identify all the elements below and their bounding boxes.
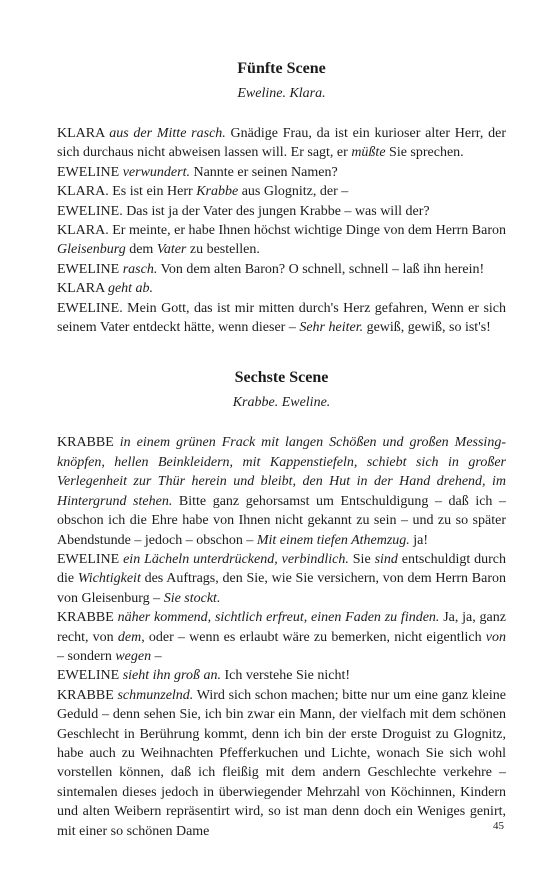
stage-direction: Gleisenburg [57, 242, 126, 258]
scene-five-title: Fünfte Scene [237, 60, 326, 77]
dialogue-text: EWELINE [57, 261, 123, 277]
scene-six-text [57, 433, 506, 841]
stage-direction: Krabbe [196, 184, 239, 200]
dialogue-text: aus Glognitz, der – [238, 184, 349, 200]
dialogue-text: KRABBE [57, 687, 118, 703]
dialogue-text: Von dem alten Baron? O schnell, schnell – laß ihn herein! [157, 261, 485, 277]
dialogue-paragraph [57, 163, 506, 182]
dialogue-paragraph [57, 666, 506, 685]
dialogue-paragraph [57, 279, 506, 298]
scene-five-cast: Eweline. Klara. [237, 86, 326, 101]
dialogue-text: KRABBE [57, 610, 118, 626]
scene-six-cast: Krabbe. Eweline. [232, 395, 331, 411]
dialogue-text: entschuldigt durch die [57, 551, 507, 587]
stage-direction: Mit einem tiefen Athemzug. [256, 532, 410, 548]
stage-direction: sieht ihn groß an. [122, 668, 221, 684]
dialogue-text: EWELINE [57, 668, 123, 684]
dialogue-text: KLARA [57, 126, 110, 141]
dialogue-text: KLARA [57, 281, 108, 297]
stage-direction: verwundert. [122, 164, 190, 180]
dialogue-text: KLARA. Er meinte, er habe Ihnen höchst wichtige Dinge von dem Herrn Baron [57, 223, 506, 239]
dialogue-paragraph [57, 686, 506, 841]
stage-direction: Sehr heiter. [299, 320, 364, 336]
dialogue-paragraph [57, 608, 506, 666]
stage-direction: näher kommend, sichtlich erfreut, einen Faden zu finden. [117, 610, 440, 626]
dialogue-text: KLARA. Es ist ein Herr [57, 184, 197, 200]
scene-six-title: Sechste Scene [234, 369, 329, 387]
dialogue-text: EWELINE. Mein Gott, das ist mir mitten durch's Herz gefahren, Wenn er sich seinem Vater entdeckt hätte, wenn dieser – [57, 300, 506, 336]
stage-direction: schmunzelnd. [117, 687, 194, 703]
scene-five-text [57, 124, 506, 337]
dialogue-text: dem [125, 242, 157, 258]
dialogue-paragraph [57, 260, 506, 279]
stage-direction: wegen [115, 648, 152, 664]
stage-direction: müßte [351, 145, 386, 161]
stage-direction: in einem grünen Frack mit langen Schößen und großen Messingknöpfen, hellen Beinkleidern, mit Kappenstiefeln, schiebt sich in großer Verlegenheit zur Thür herein und bleibt, den Hut in der Hand drehend, im Hintergrund stehen. [57, 435, 506, 509]
dialogue-paragraph [57, 182, 506, 201]
dialogue-text: , oder – wenn es erlaubt wäre zu bemerken, nicht eigentlich [141, 629, 486, 645]
stage-direction: dem [117, 629, 142, 645]
dialogue-text: ja! [409, 532, 429, 548]
dialogue-text: EWELINE [57, 551, 124, 567]
dialogue-text: des Auftrags, den Sie, wie Sie versichern, von dem Herrn Baron von Gleisenburg – [57, 571, 506, 606]
dialogue-text: Sie [348, 551, 375, 567]
dialogue-paragraph [57, 550, 506, 608]
book-page [57, 50, 506, 841]
dialogue-text: – [151, 648, 162, 664]
dialogue-paragraph [57, 433, 506, 549]
stage-direction: ein Lächeln unterdrückend, verbindlich. [123, 551, 349, 567]
dialogue-text: – sondern [57, 648, 116, 664]
dialogue-paragraph [57, 299, 506, 338]
dialogue-text: KRABBE [57, 435, 120, 451]
dialogue-text: Gnädige Frau, da ist ein kurioser alter Herr, der sich durchaus nicht abweisen lassen will. Er sagt, er [57, 126, 507, 161]
dialogue-text: EWELINE. Das ist ja der Vater des jungen Krabbe – was will der? [57, 203, 430, 219]
page-number: 45 [493, 820, 504, 832]
dialogue-text: Ja, ja, ganz recht, von [57, 610, 506, 645]
stage-direction: geht ab. [107, 281, 154, 297]
stage-direction: rasch. [122, 261, 158, 277]
dialogue-text: Ich verstehe Sie nicht! [220, 668, 351, 684]
dialogue-paragraph [57, 202, 506, 221]
dialogue-text: Nannte er seinen Namen? [189, 164, 338, 180]
stage-direction: Sie stockt. [163, 590, 221, 606]
stage-direction: Vater [156, 242, 187, 258]
dialogue-text: Bitte ganz gehorsamst um Entschuldigung – daß ich – obschon ich die Ehre habe von Ihnen nicht gekannt zu sein – und zu so später Abendstunde – jedoch – obschon – [57, 493, 506, 548]
dialogue-text: Sie sprechen. [385, 145, 464, 161]
stage-direction: aus der Mitte rasch. [109, 126, 226, 141]
stage-direction: Wichtigkeit [77, 571, 141, 587]
dialogue-text: EWELINE [57, 164, 123, 180]
dialogue-text: zu bestellen. [186, 242, 260, 258]
dialogue-paragraph [57, 221, 506, 260]
dialogue-text: Wird sich schon machen; bitte nur um eine ganz kleine Geduld – denn sehen Sie, ich bin zwar ein Mann, der vielfach mit dem schönen Geschlecht in Berührung kommt, denn ich bin der erste Droguist zu Glognitz, habe auch zu Weihnachten Pfefferkuchen und Lichte, wonach Sie sich wohl vorstellen können, daß ich fleißig mit dem andern Geschlechte verkehre – sintemalen dieses jedoch in überwiegender Mehrzahl von Köchinnen, Kindern und alten Weibern repräsentirt wird, so ist man denn doch ein Weniges genirt, mit einer so schönen Dame [57, 687, 506, 839]
dialogue-paragraph [57, 124, 506, 163]
stage-direction: von [485, 629, 506, 645]
stage-direction: sind [374, 551, 398, 567]
dialogue-text: gewiß, gewiß, so ist's! [363, 320, 491, 336]
